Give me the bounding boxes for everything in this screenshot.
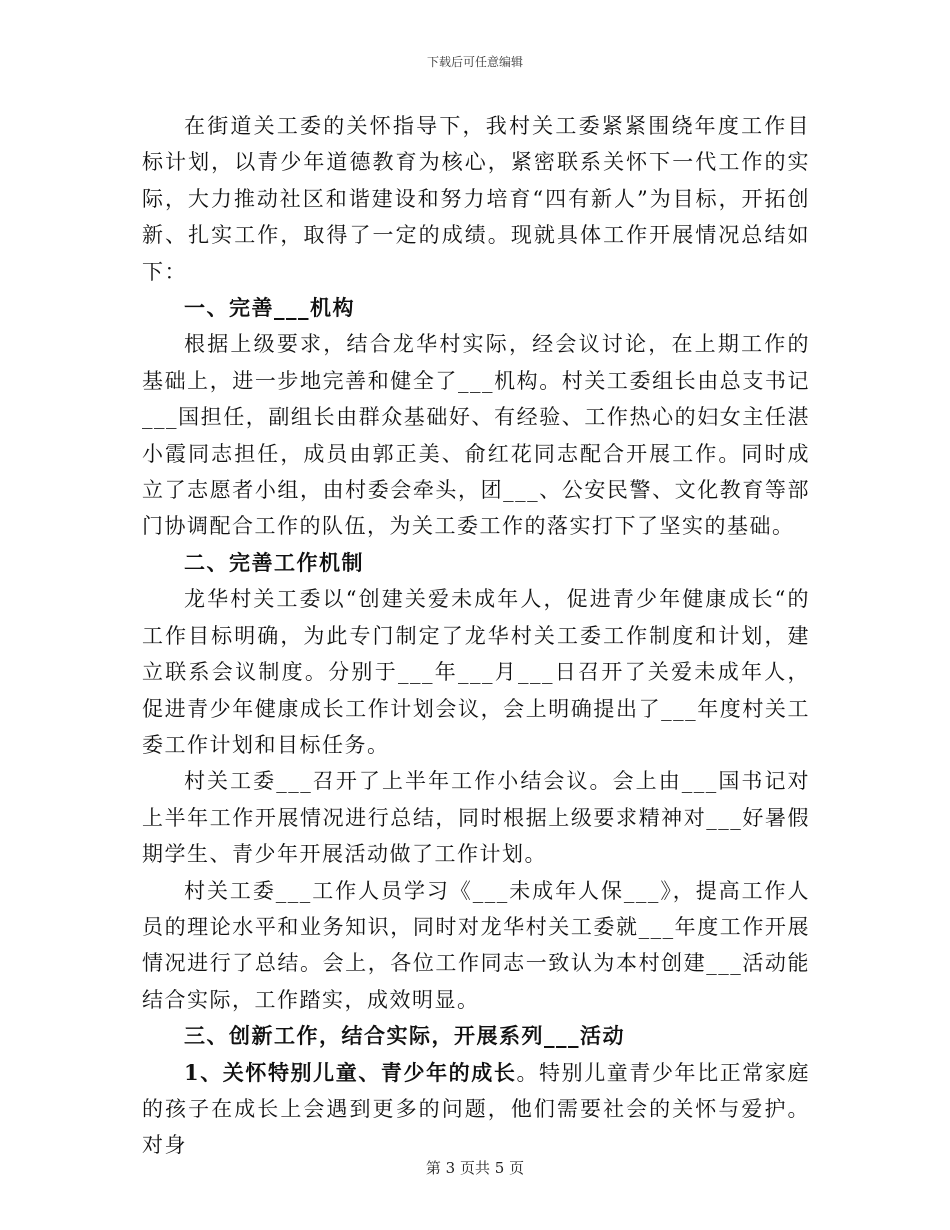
paragraph-organization: 根据上级要求，结合龙华村实际，经会议讨论，在上期工作的基础上，进一步地完善和健全了___机构。村关工委组长由总支书记___国担任，副组长由群众基础好、有经验、工作热心的妇女主任湛小霞同志担任，成员由郭正美、俞红花同志配合开展工作。同时成立了志愿者小组，由村委会牵头，团___、公安民警、文化教育等部门协调配合工作的队伍，为关工委工作的落实打下了坚实的基础。 — [142, 332, 810, 539]
paragraph-midyear-meeting: 村关工委___召开了上半年工作小结会议。会上由___国书记对上半年工作开展情况进行总结，同时根据上级要求精神对___好暑假期学生、青少年开展活动做了工作计划。 — [142, 769, 810, 867]
paragraph-mechanism: 龙华村关工委以“创建关爱未成年人，促进青少年健康成长“的工作目标明确，为此专门制定了龙华村关工委工作制度和计划，建立联系会议制度。分别于___年___月___日召开了关爱未成年人，促进青少年健康成长工作计划会议，会上明确提出了___年度村关工委工作计划和目标任务。 — [142, 587, 810, 757]
page-header: 下载后可任意编辑 — [426, 55, 523, 69]
paragraph-intro: 在街道关工委的关怀指导下，我村关工委紧紧围绕年度工作目标计划，以青少年道德教育为核心，紧密联系关怀下一代工作的实际，大力推动社区和谐建设和努力培育“四有新人”为目标，开拓创新、扎实工作，取得了一定的成绩。现就具体工作开展情况总结如下： — [142, 114, 810, 284]
paragraph-care-children — [142, 1055, 810, 1164]
page-footer: 第 3 页共 5 页 — [425, 1159, 525, 1177]
section-heading-1: 一、完善___机构 — [184, 295, 355, 321]
section-heading-3: 三、创新工作，结合实际，开展系列___活动 — [184, 1023, 625, 1049]
subheading-care-children: 1、关怀特别儿童、青少年的成长 — [184, 1059, 517, 1085]
section-heading-2: 二、完善工作机制 — [184, 549, 364, 575]
document-body — [142, 108, 810, 1164]
paragraph-study: 村关工委___工作人员学习《___未成年人保___》，提高工作人员的理论水平和业务知识，同时对龙华村关工委就___年度工作开展情况进行了总结。会上，各位工作同志一致认为本村创建___活动能结合实际，工作踏实，成效明显。 — [142, 878, 810, 1012]
paragraph-care-children-text: 。特别儿童青少年比正常家庭的孩子在成长上会遇到更多的问题，他们需要社会的关怀与爱护。对身 — [142, 1060, 810, 1158]
